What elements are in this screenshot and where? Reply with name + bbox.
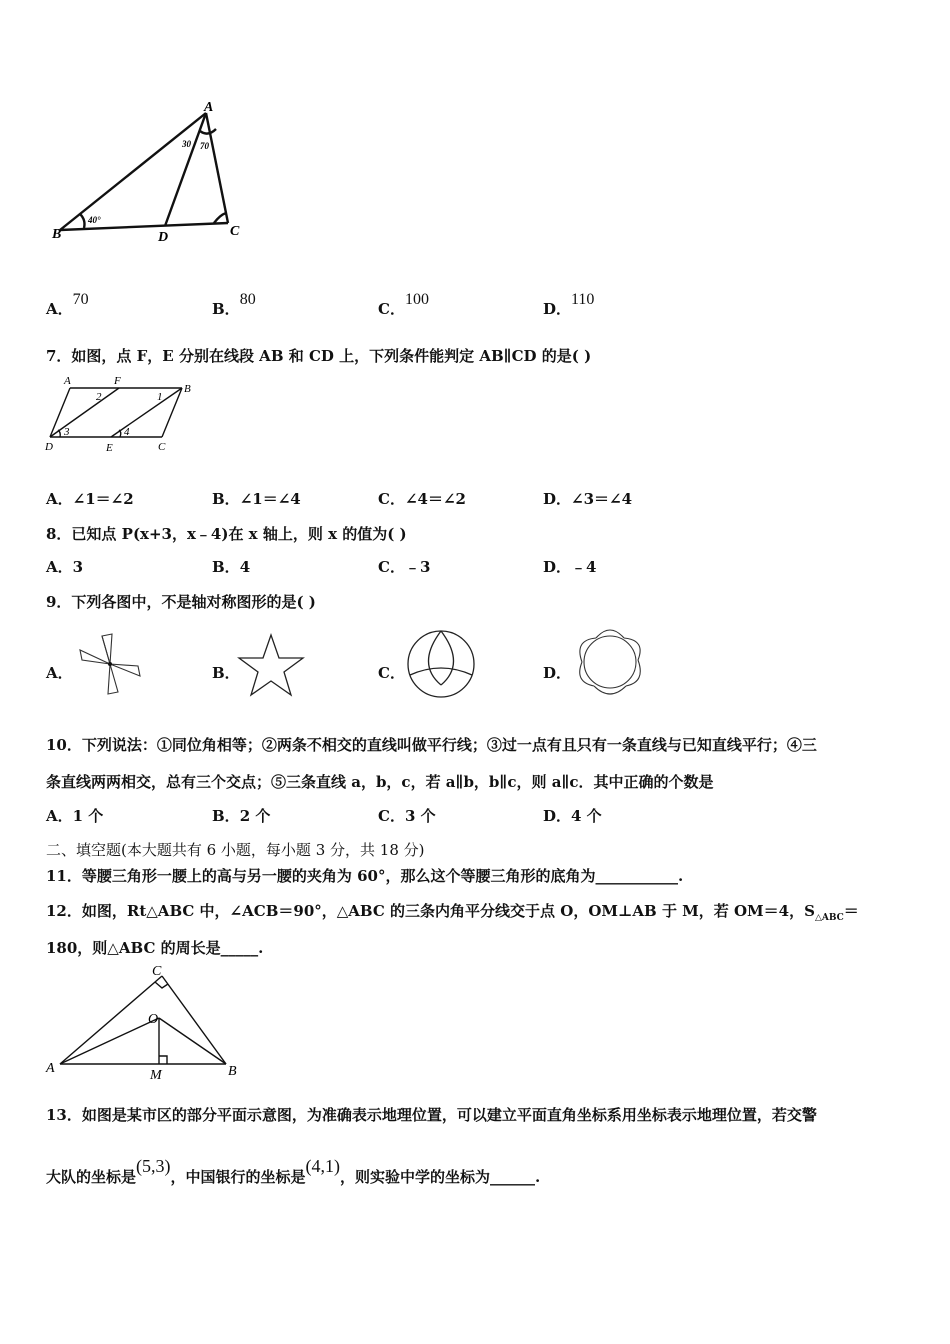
q6-option-a-value: 70 (72, 291, 89, 308)
q10-option-a[interactable]: A．1 个 (46, 807, 104, 825)
q8-option-a[interactable]: A．3 (46, 558, 84, 576)
q10-option-b[interactable]: B．2 个 (212, 807, 271, 825)
q12-line2: 180，则△ABC 的周长是_____. (46, 939, 264, 957)
q7-option-c[interactable]: C．∠4＝∠2 (378, 490, 466, 508)
q7-option-b[interactable]: B．∠1＝∠4 (212, 490, 301, 508)
q12-subscript: △ABC (814, 913, 844, 923)
vertex-c-label: C (230, 224, 240, 239)
q8-option-c[interactable]: C．﹣3 (378, 558, 431, 576)
angle-3-label: 3 (64, 426, 70, 438)
q8-option-b[interactable]: B．4 (212, 558, 251, 576)
q13-line1: 13．如图是某市区的部分平面示意图，为准确表示地理位置，可以建立平面直角坐标系用坐标表示地理位置，若交警 (46, 1106, 817, 1124)
q9-stem: 9．下列各图中，不是轴对称图形的是( ) (46, 593, 316, 611)
vertex-d-label: D (158, 230, 169, 245)
label-c: C (152, 964, 162, 979)
q10-line2: 条直线两两相交，总有三个交点；⑤三条直线 a，b，c，若 a∥b，b∥c，则 a∥c．其中正确的个数是 (46, 773, 714, 791)
q9-option-d[interactable]: D． (543, 664, 572, 682)
right-angle-c (155, 982, 168, 988)
pinwheel-icon (78, 630, 144, 700)
label-c: C (158, 441, 166, 453)
q6-option-d[interactable]: D．110 (543, 291, 595, 318)
vertex-b-label: B (52, 227, 62, 242)
angle-a2-label: 70 (200, 141, 209, 151)
parallelogram-figure (44, 372, 204, 456)
q10-option-d[interactable]: D．4 个 (543, 807, 602, 825)
angle-c-arc (214, 213, 226, 223)
angle-1-label: 1 (157, 391, 163, 403)
label-e: E (106, 442, 113, 454)
section2-heading: 二、填空题(本大题共有 6 小题，每小题 3 分，共 18 分) (46, 841, 425, 859)
q7-option-d[interactable]: D．∠3＝∠4 (543, 490, 633, 508)
label-o: O (148, 1012, 159, 1027)
q7-option-a[interactable]: A．∠1＝∠2 (46, 490, 134, 508)
label-d: D (45, 441, 53, 453)
angle-a1-label: 30 (182, 139, 191, 149)
q12-line1: 12．如图，Rt△ABC 中，∠ACB＝90°，△ABC 的三条内角平分线交于点 O，OM⊥AB 于 M，若 OM＝4，$S_{\triangle ABC}=$ (46, 902, 859, 923)
angle-3-arc (58, 430, 60, 437)
q11-text: 11．等腰三角形一腰上的高与另一腰的夹角为 60°，那么这个等腰三角形的底角为___________. (46, 867, 684, 885)
angle-4-arc (119, 430, 121, 437)
side-cb (162, 976, 226, 1064)
label-a: A (46, 1061, 55, 1076)
q6-option-b-value: 80 (239, 291, 256, 308)
triangle-figure (48, 95, 258, 245)
q9-option-a[interactable]: A． (46, 664, 73, 682)
q6-option-c-value: 100 (404, 291, 429, 308)
q6-option-d-value: 110 (571, 291, 595, 308)
segment-ob (159, 1018, 226, 1064)
right-triangle-figure (44, 962, 244, 1082)
q13-coord1: (5,3) (136, 1156, 171, 1176)
label-a: A (64, 375, 71, 387)
q8-stem: 8．已知点 P(x+3，x﹣4)在 x 轴上，则 x 的值为( ) (46, 525, 407, 543)
label-b: B (228, 1064, 237, 1079)
star-icon (236, 632, 306, 698)
vertex-a-label: A (204, 100, 214, 115)
side-ac (60, 976, 162, 1064)
label-m: M (150, 1068, 162, 1082)
flower-icon (572, 624, 648, 700)
q6-option-c[interactable]: C．100 (378, 291, 429, 318)
label-f: F (114, 375, 121, 387)
q9-option-c[interactable]: C． (378, 664, 405, 682)
q6-option-a[interactable]: A．70 (46, 291, 89, 318)
q6-option-b[interactable]: B．80 (212, 291, 256, 318)
segment-ao (60, 1018, 159, 1064)
angle-a-arc (200, 129, 216, 134)
q7-stem: 7．如图，点 F，E 分别在线段 AB 和 CD 上，下列条件能判定 AB∥CD 的是( ) (46, 347, 592, 365)
q10-option-c[interactable]: C．3 个 (378, 807, 436, 825)
q10-line1: 10．下列说法：①同位角相等；②两条不相交的直线叫做平行线；③过一点有且只有一条直线与已知直线平行；④三 (46, 736, 817, 754)
side-ac (206, 113, 228, 223)
q13-line2: 大队的坐标是(5,3)，中国银行的坐标是(4,1)，则实验中学的坐标为______. (46, 1156, 541, 1186)
circle-arcs-icon (404, 627, 478, 701)
angle-b-arc (80, 214, 85, 228)
label-b: B (184, 383, 191, 395)
q8-option-d[interactable]: D．﹣4 (543, 558, 597, 576)
q9-option-b[interactable]: B． (212, 664, 240, 682)
angle-b-label: 40° (88, 215, 101, 225)
q13-coord2: (4,1) (305, 1156, 341, 1176)
right-angle-m (159, 1056, 167, 1064)
angle-4-label: 4 (124, 426, 130, 438)
angle-2-label: 2 (96, 391, 102, 403)
